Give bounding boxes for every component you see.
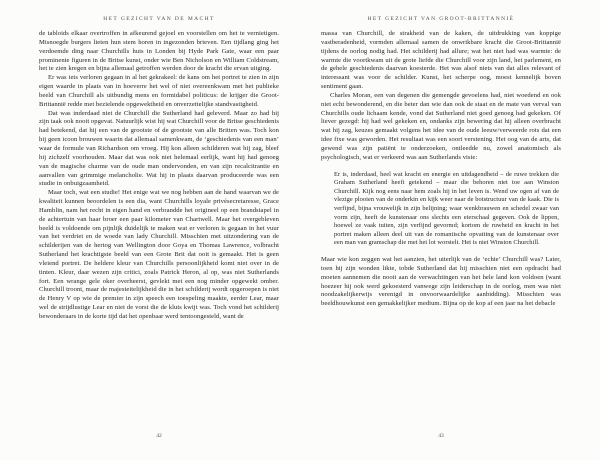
left-running-header: HET GEZICHT VAN DE MACHT [103,16,215,22]
right-page-number: 43 [438,433,444,439]
body-paragraph: massa van Churchill, de strakheid van de kaken, de uitdrukking van koppige vastberadenheid, vormden allemaal samen de onwrikbare kracht die Groot-Brittannië tijdens de oorlog nodig had. Het schilderij had allure; wat het niet had was warmte: de warmte die voortkwam uit de grote liefde die Churchill voor zijn land, het parlement, en de gehele geschiedenis daarvan koesterde. Het was alsof niets van dat alles relevant of interessant was voor de schilder. Kunst, het scherpe oog, moest kennelijk boven sentiment gaan. [321,30,561,91]
body-paragraph: Charles Moran, een van degenen die gemengde gevoelens had, niet woedend en ook niet echt bewonderend, en die beter dan wie dan ook de staat en de mate van verval van Churchills oude lichaam kende, vond dat Sutherland niet goed genoeg had gekeken. Of liever gezegd: hij had wel gekeken en, ondanks zijn bewering dat hij alleen overbracht wat hij zag, keuzes gemaakt volgens het idee van de oude leeuw/verweerde rots dat een idee fixe was geworden. Het resultaat was een soort verstening. Het oog van de arts, dat gewend was zijn patiënt te onderzoeken, ontleedde nu, zowel anatomisch als psychologisch, wat er verkeerd was aan Sutherlands visie: [321,91,561,161]
blockquote: Er is, inderdaad, heel wat kracht en energie en uitdagendheid – de ruwe trekken die Graham Sutherland heeft getekend – maar die behoren niet toe aan Winston Churchill. Kijk nog eens naar hem zoals hij in het leven is. Wend uw ogen af van de vlezige plooien van de onderkin en kijk weer naar de botstructuur van de kaak. Die is verfijnd, bijna vrouwelijk in zijn belijning; waar wenkbrauwen en schedel zwaar van vorm zijn, heeft de kunstenaar ons slechts een eierschaal gegeven. Ook de lippen, hoewel ze vaak tuiten, zijn verfijnd gevormd; kortom de ruwheid en kracht in het portret maken alleen deel uit van de romantische opvatting van de kunstenaar over een man van gramschap die met het lot worstelt. Het is niet Winston Churchill. [334,170,559,247]
right-page [321,0,561,460]
body-paragraph: Maar toch, wat een studie! Het enige wat we nog hebben aan de hand waarvan we de kwaliteit kunnen beoordelen is een dia, want Churchills loyale privésecretaresse, Grace Hamblin, nam het recht in eigen hand en verbrandde het origineel op een brandstapel in de achtertuin van haar broer een paar kilometer van Chartwell. Maar het overgebleven beeld is voldoende om pijnlijk duidelijk te maken wat er verloren is gegaan in het vuur van het verdriet en de woede van lady Churchill. Misschien met uitzondering van de schilderijen van de hertog van Wellington door Goya en Thomas Lawrence, volbracht Sutherland het krachtigste beeld van een Grote Brit dat ooit is gemaakt. Het is geen vleiend portret. De heldere kleur van Churchills persoonlijkheid komt niet over in de tinten. Kleur, daar wezen zijn critici, zoals Patrick Heron, al op, was niet Sutherlands fort. Een wrange gele oker overheerst, gevlekt met een nog minder opgewekt omber. Churchill troont, maar de majesteitelijkheid die in het schilderij wordt opgeroepen is niet de Henry V op wie de premier in zijn speech een toespeling maakte, eerder Lear, maar wel de strijdlustige Lear en niet de vorst die de kluts kwijt was. Toch vond het schilderij bewonderaars in de korte tijd dat het openbaar werd tentoongesteld, want de [39,189,279,320]
right-page-body [321,30,561,309]
body-paragraph: de tabloids elkaar overtroffen in afkeurend gejoel en voorstellen om het te vernietigen. Misnoegde burgers lieten hun stem horen in ingezonden brieven. Een tijdlang ging het verdoemde ding naar Churchills huis in Londen bij Hyde Park Gate, waar een paar prominente figuren in de Britse kunst, onder wie Ben Nicholson en William Coldstream, het te zien kregen en bijna allemaal getroffen werden door de kracht die ervan uitging. [39,30,279,73]
body-paragraph: Er was iets verloren gegaan in al het gekrakeel: de kans om het portret te zien in zijn eigen waarde in plaats van in hoeverre het wel of niet overeenkwam met het publieke beeld van Churchill als uitbundig mens en formidabel politicus: de krijger die Groot-Brittannië redde met bezielende opgewektheid en onverzettelijke standvastigheid. [39,74,279,108]
body-paragraph: Dat was inderdaad niet de Churchill die Sutherland had geleverd. Maar zo had hij zijn taak ook nooit opgevat. Natuurlijk wist hij wat Churchill voor de Britse geschiedenis had betekend, dat hij een van de grootste of de grootste van alle Britten was. Toch kon hij geen icoon brouwen waarin dat allemaal samenkwam, de ‘geschiedenis van een man’ waar de formule van Richardson om vroeg. Hij kon alleen schilderen wat hij zag, bleef hij zichzelf voorhouden. Maar dat was ook niet helemaal eerlijk, want hij had genoeg van de magische charme van de oude man ondervonden, en van zijn recalcitrantie en aanvallen van grimmige melancholie. Wat hij in plaats daarvan produceerde was een studie in onbuigzaamheid. [39,109,279,188]
left-page-body [39,30,279,322]
right-running-header: HET GEZICHT VAN GROOT-BRITTANNIË [367,16,515,22]
body-paragraph: Maar wie kon zeggen wat het aanzien, het uiterlijk van de ‘echte’ Churchill was? Later, toen hij zijn wonden likte, tobde Sutherland dat hij misschien niet een opdracht had moeten aannemen die nooit aan de verwachtingen van het hele land kon voldoen (want hoezeer hij ook werd gekoesterd vanwege zijn leiderschap in de oorlog, men was niet noodzakelijkerwijs verenigd in onvoorwaardelijke aanbidding). Misschien was beeldhouwkunst een gemakkelijker medium. Bijna op de kop af een jaar na het debacle [321,256,561,308]
left-page-number: 42 [156,433,162,439]
left-page [39,0,279,460]
